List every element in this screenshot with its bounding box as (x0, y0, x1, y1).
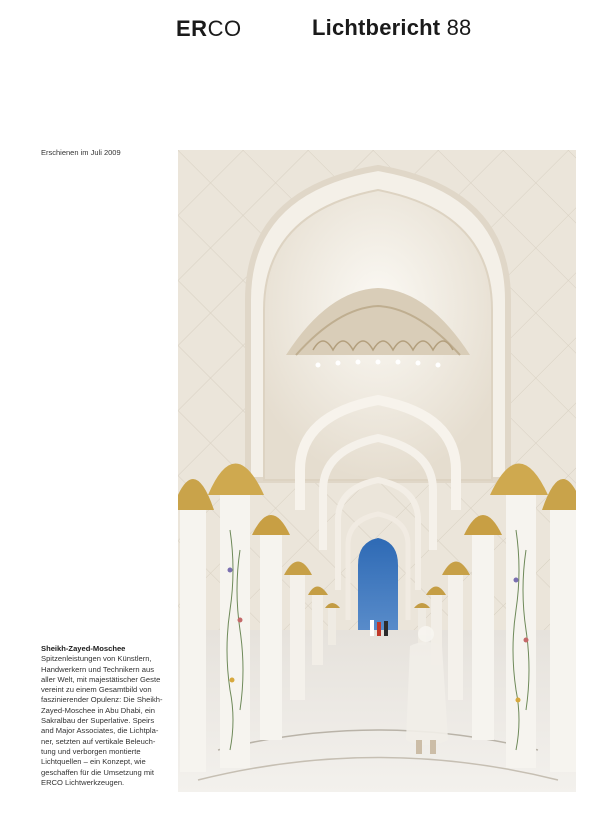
caption-line: aller Welt, mit majestätischer Geste (41, 674, 161, 684)
caption-line: Zayed-Moschee in Abu Dhabi, ein (41, 705, 155, 715)
issue-number: 88 (446, 15, 472, 40)
caption-heading: Sheikh-Zayed-Moschee (41, 644, 126, 653)
caption-line: ner, setzten auf vertikale Beleuch- (41, 736, 156, 746)
publication-title-text: Lichtbericht (312, 15, 441, 40)
caption-line: geschaffen für die Umsetzung mit (41, 767, 154, 777)
caption-line: vereint zu einem Gesamtbild von (41, 685, 152, 695)
caption-line: and Major Associates, die Lichtpla- (41, 726, 159, 736)
publication-date: Erschienen im Juli 2009 (41, 148, 121, 157)
photo-caption (41, 644, 171, 788)
caption-line: Sakralbau der Superlative. Speirs (41, 716, 155, 726)
mosque-illustration (178, 150, 576, 792)
logo-bold-part: ER (176, 16, 208, 41)
mosque-photo (178, 150, 576, 792)
publication-title (312, 15, 472, 41)
erco-logo (176, 16, 242, 42)
caption-line: tung und verborgen montierte (41, 746, 141, 756)
caption-line: Spitzenleistungen von Künstlern, (41, 654, 152, 664)
caption-line: faszinierender Opulenz: Die Sheikh- (41, 695, 163, 705)
caption-line: ERCO Lichtwerkzeugen. (41, 777, 125, 787)
caption-line: Handwerkern und Technikern aus (41, 664, 154, 674)
distant-visitors (370, 620, 388, 636)
caption-line: Lichtquellen – ein Konzept, wie (41, 757, 146, 767)
logo-light-part: CO (207, 16, 242, 41)
